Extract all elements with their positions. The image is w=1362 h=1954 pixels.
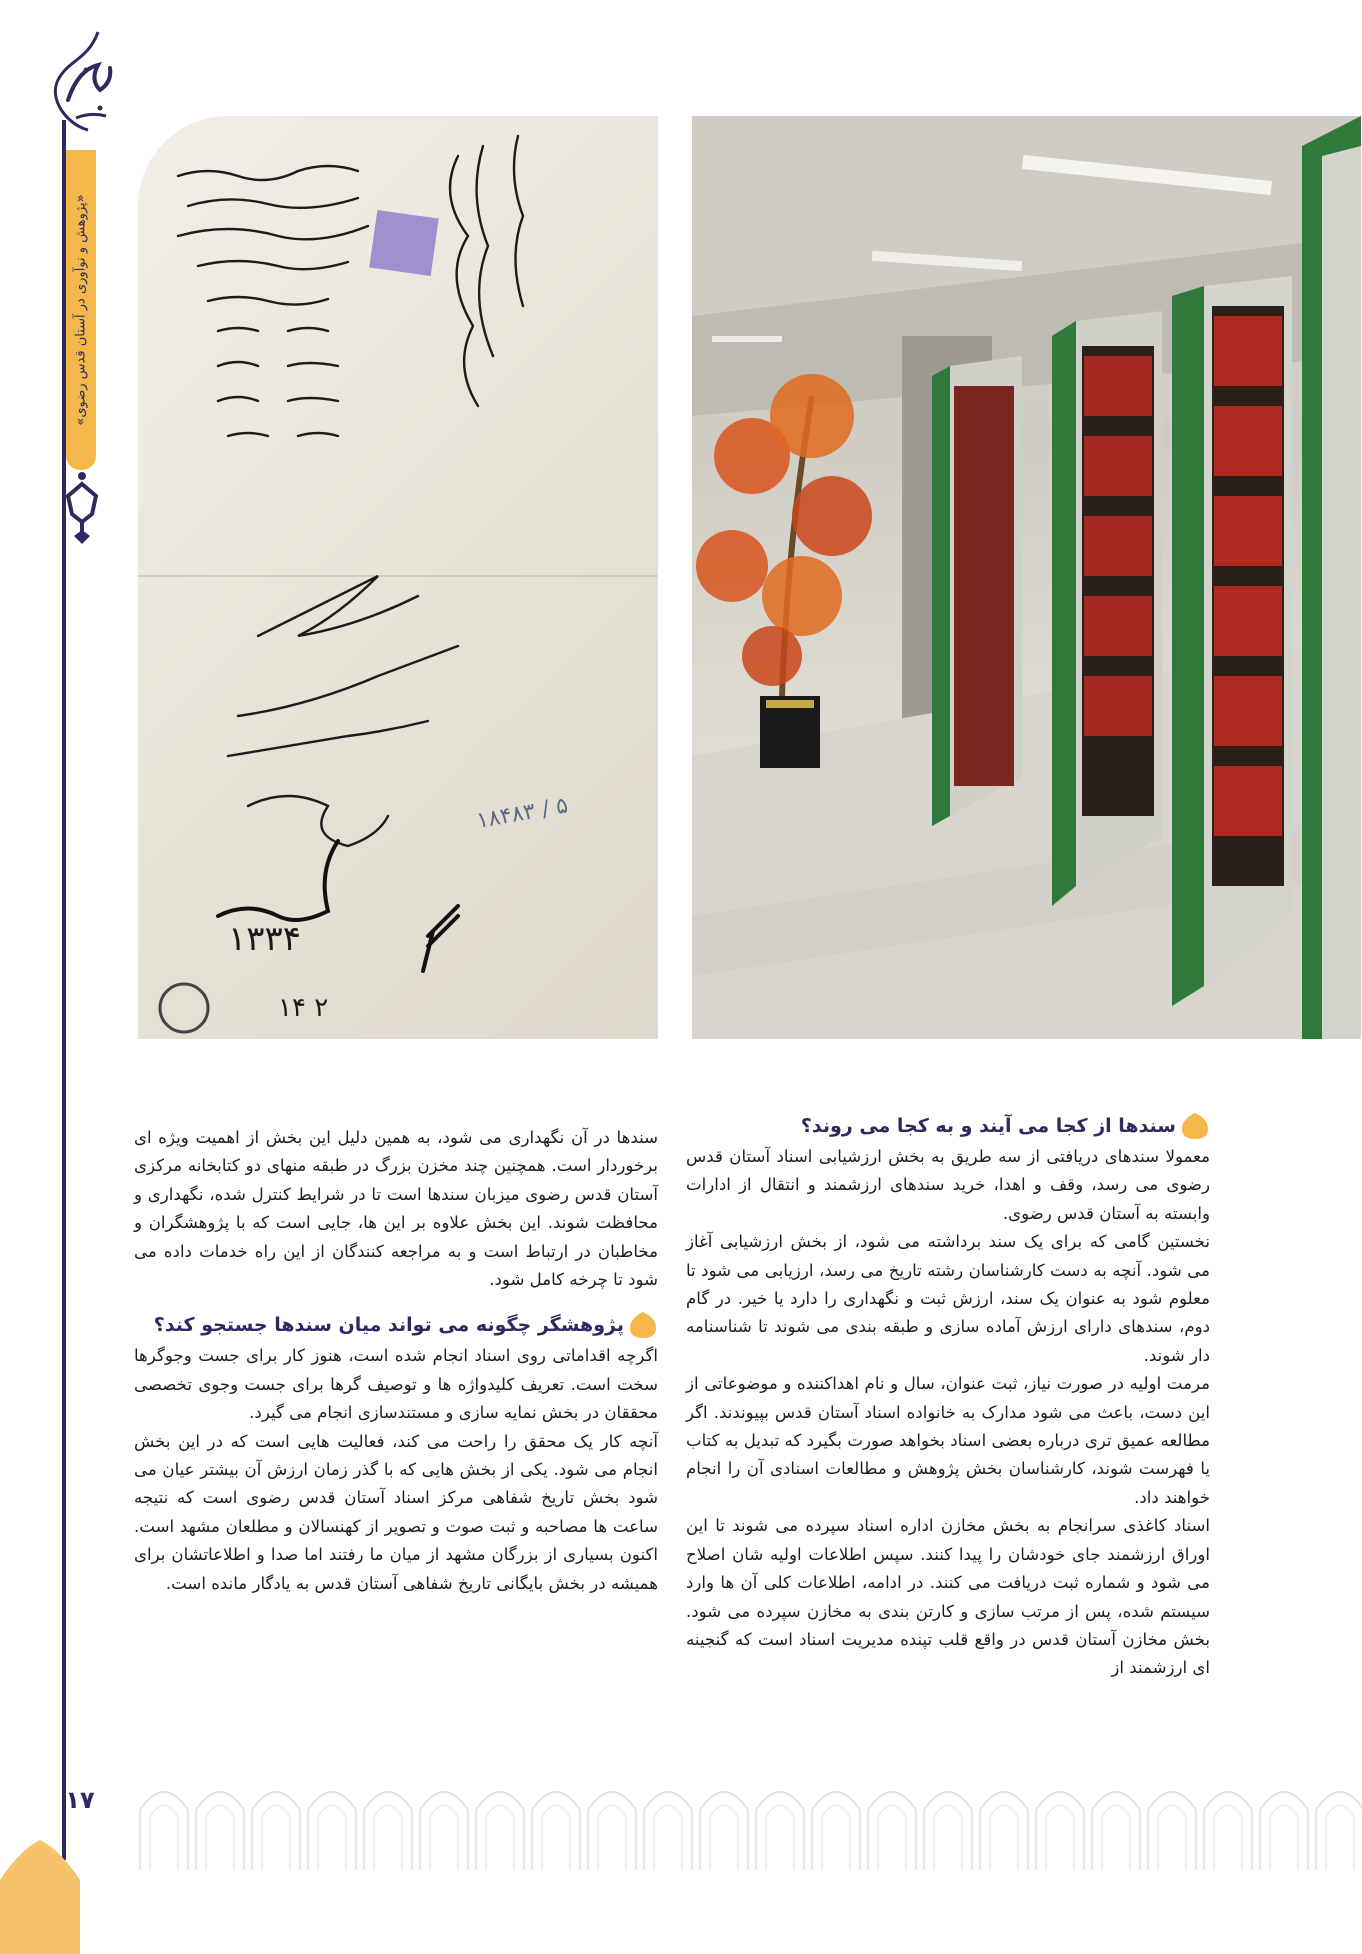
manuscript-handwriting <box>138 116 658 1039</box>
article-column-right <box>686 1111 1210 1683</box>
magazine-logo <box>28 30 138 140</box>
shelf-unit-middle <box>1052 311 1162 906</box>
paragraph: مرمت اولیه در صورت نیاز، ثبت عنوان، سال و نام اهداکننده و موضوعاتی از این دست، باعث می شود مدارک به خانواده اسناد آستان قدس بپیوندند. اگر مطالعه عمیق تری درباره بعضی اسناد بخواهد صورت بگیرد که تبدیل به کتاب یا فهرست شوند، کارشناسان بخش پژوهش و مطالعات اسنادی آن را انجام خواهند داد. <box>686 1374 1210 1507</box>
orange-tree <box>696 374 872 696</box>
section-heading-researcher-text: پژوهشگر چگونه می تواند میان سندها جستجو کند؟ <box>153 1314 624 1337</box>
manuscript-number-3: ۱۴ ۲ <box>278 993 329 1023</box>
paragraph: نخستین گامی که برای یک سند برداشته می شود، از بخش ارزشیابی آغاز می شود. آنچه به دست کارشناسان رشته تاریخ می رسد، ارزیابی می شود تا معلوم شود به عنوان یک سند، ارزش ثبت و نگهداری را دارد یا خیر. در گام دوم، سندهای دارای ارزش آماده سازی و طبقه بندی می شوند تا شناسنامه دار شوند. <box>686 1232 1210 1365</box>
heading-bullet-icon <box>628 1310 658 1340</box>
shelf-unit-back <box>932 356 1022 826</box>
article-column-left <box>134 1124 658 1598</box>
vertical-banner <box>66 150 96 470</box>
paragraph: اسناد کاغذی سرانجام به بخش مخازن اداره اسناد سپرده می شوند تا این اوراق ارزشمند جای خودشان را پیدا کنند. سپس اطلاعات اولیه شان اصلاح می شود و شماره ثبت دریافت می کنند. در ادامه، اطلاعات کلی آن ها وارد سیستم شده، پس از مرتب سازی و کارتن بندی به مخازن سپرده می شود. بخش مخازن آستان قدس در واقع قلب تپنده مدیریت اسناد است که گنجینه ای ارزشمند از <box>686 1516 1210 1678</box>
paragraph: سندها در آن نگهداری می شود، به همین دلیل این بخش از اهمیت ویژه ای برخوردار است. همچنین چند مخزن بزرگ در طبقه منهای دو کتابخانه مرکزی آستان قدس رضوی میزبان سندها است تا در شرایط کنترل شده، نگهداری و محافظت شوند. این بخش علاوه بر این ها، جایی است که با پژوهشگران و مخاطبان در ارتباط است و به مراجعه کنندگان از این راه خدمات داده می شود تا چرخه کامل شود. <box>134 1128 658 1290</box>
paragraph: اگرچه اقداماتی روی اسناد انجام شده است، هنوز کار برای جست وجوگرها سخت است. تعریف کلیدواژه ها و توصیف گرها برای جست وجوی تخصصی محققان در بخش نمایه سازی و مستندسازی انجام می گیرد. <box>134 1346 658 1423</box>
paragraph: آنچه کار یک محقق را راحت می کند، فعالیت هایی است که در این بخش انجام می شود. یکی از بخش هایی که با گذر زمان ارزش آن بیشتر عیان می شود بخش تاریخ شفاهی مرکز اسناد آستان قدس رضوی است که نتیجه ساعت ها مصاحبه و ثبت صوت و تصویر از کهنسالان و مطلعان مشهد است. اکنون بسیاری از بزرگان مشهد از میان ما رفتند اما صدا و اطلاعاتشان برای همیشه در بخش بایگانی تاریخ شفاهی آستان قدس به یادگار مانده است. <box>134 1431 658 1593</box>
manuscript-photo <box>138 116 658 1039</box>
archive-shelves-photo <box>692 116 1361 1039</box>
section-heading-origin-text: سندها از کجا می آیند و به کجا می روند؟ <box>800 1115 1176 1137</box>
section-heading-researcher <box>134 1310 658 1340</box>
footer-ornament-pattern <box>136 1770 1362 1870</box>
section-heading-origin <box>686 1111 1210 1141</box>
banner-text: «پژوهش و نوآوری در آستان قدس رضوی» <box>73 194 89 426</box>
page-number: ۱۷ <box>65 1786 95 1814</box>
manuscript-number-1: ۱۳۳۴ <box>228 919 302 959</box>
heading-bullet-icon <box>1180 1111 1210 1141</box>
shelf-unit-front <box>1172 276 1292 1006</box>
archive-scene <box>692 116 1361 1039</box>
shelf-unit-edge <box>1302 116 1361 1039</box>
paragraph: معمولا سندهای دریافتی از سه طریق به بخش ارزشیابی اسناد آستان قدس رضوی می رسد، وقف و اهدا، خرید سندهای ارزشمند و انتقال از ادارات وابسته به آستان قدس رضوی. <box>686 1147 1210 1223</box>
corner-tab <box>0 1840 90 1954</box>
sidebar-ornament-icon <box>58 470 118 560</box>
manuscript-number-2: ۱۸۴۸۳ / ۵ <box>474 793 570 834</box>
